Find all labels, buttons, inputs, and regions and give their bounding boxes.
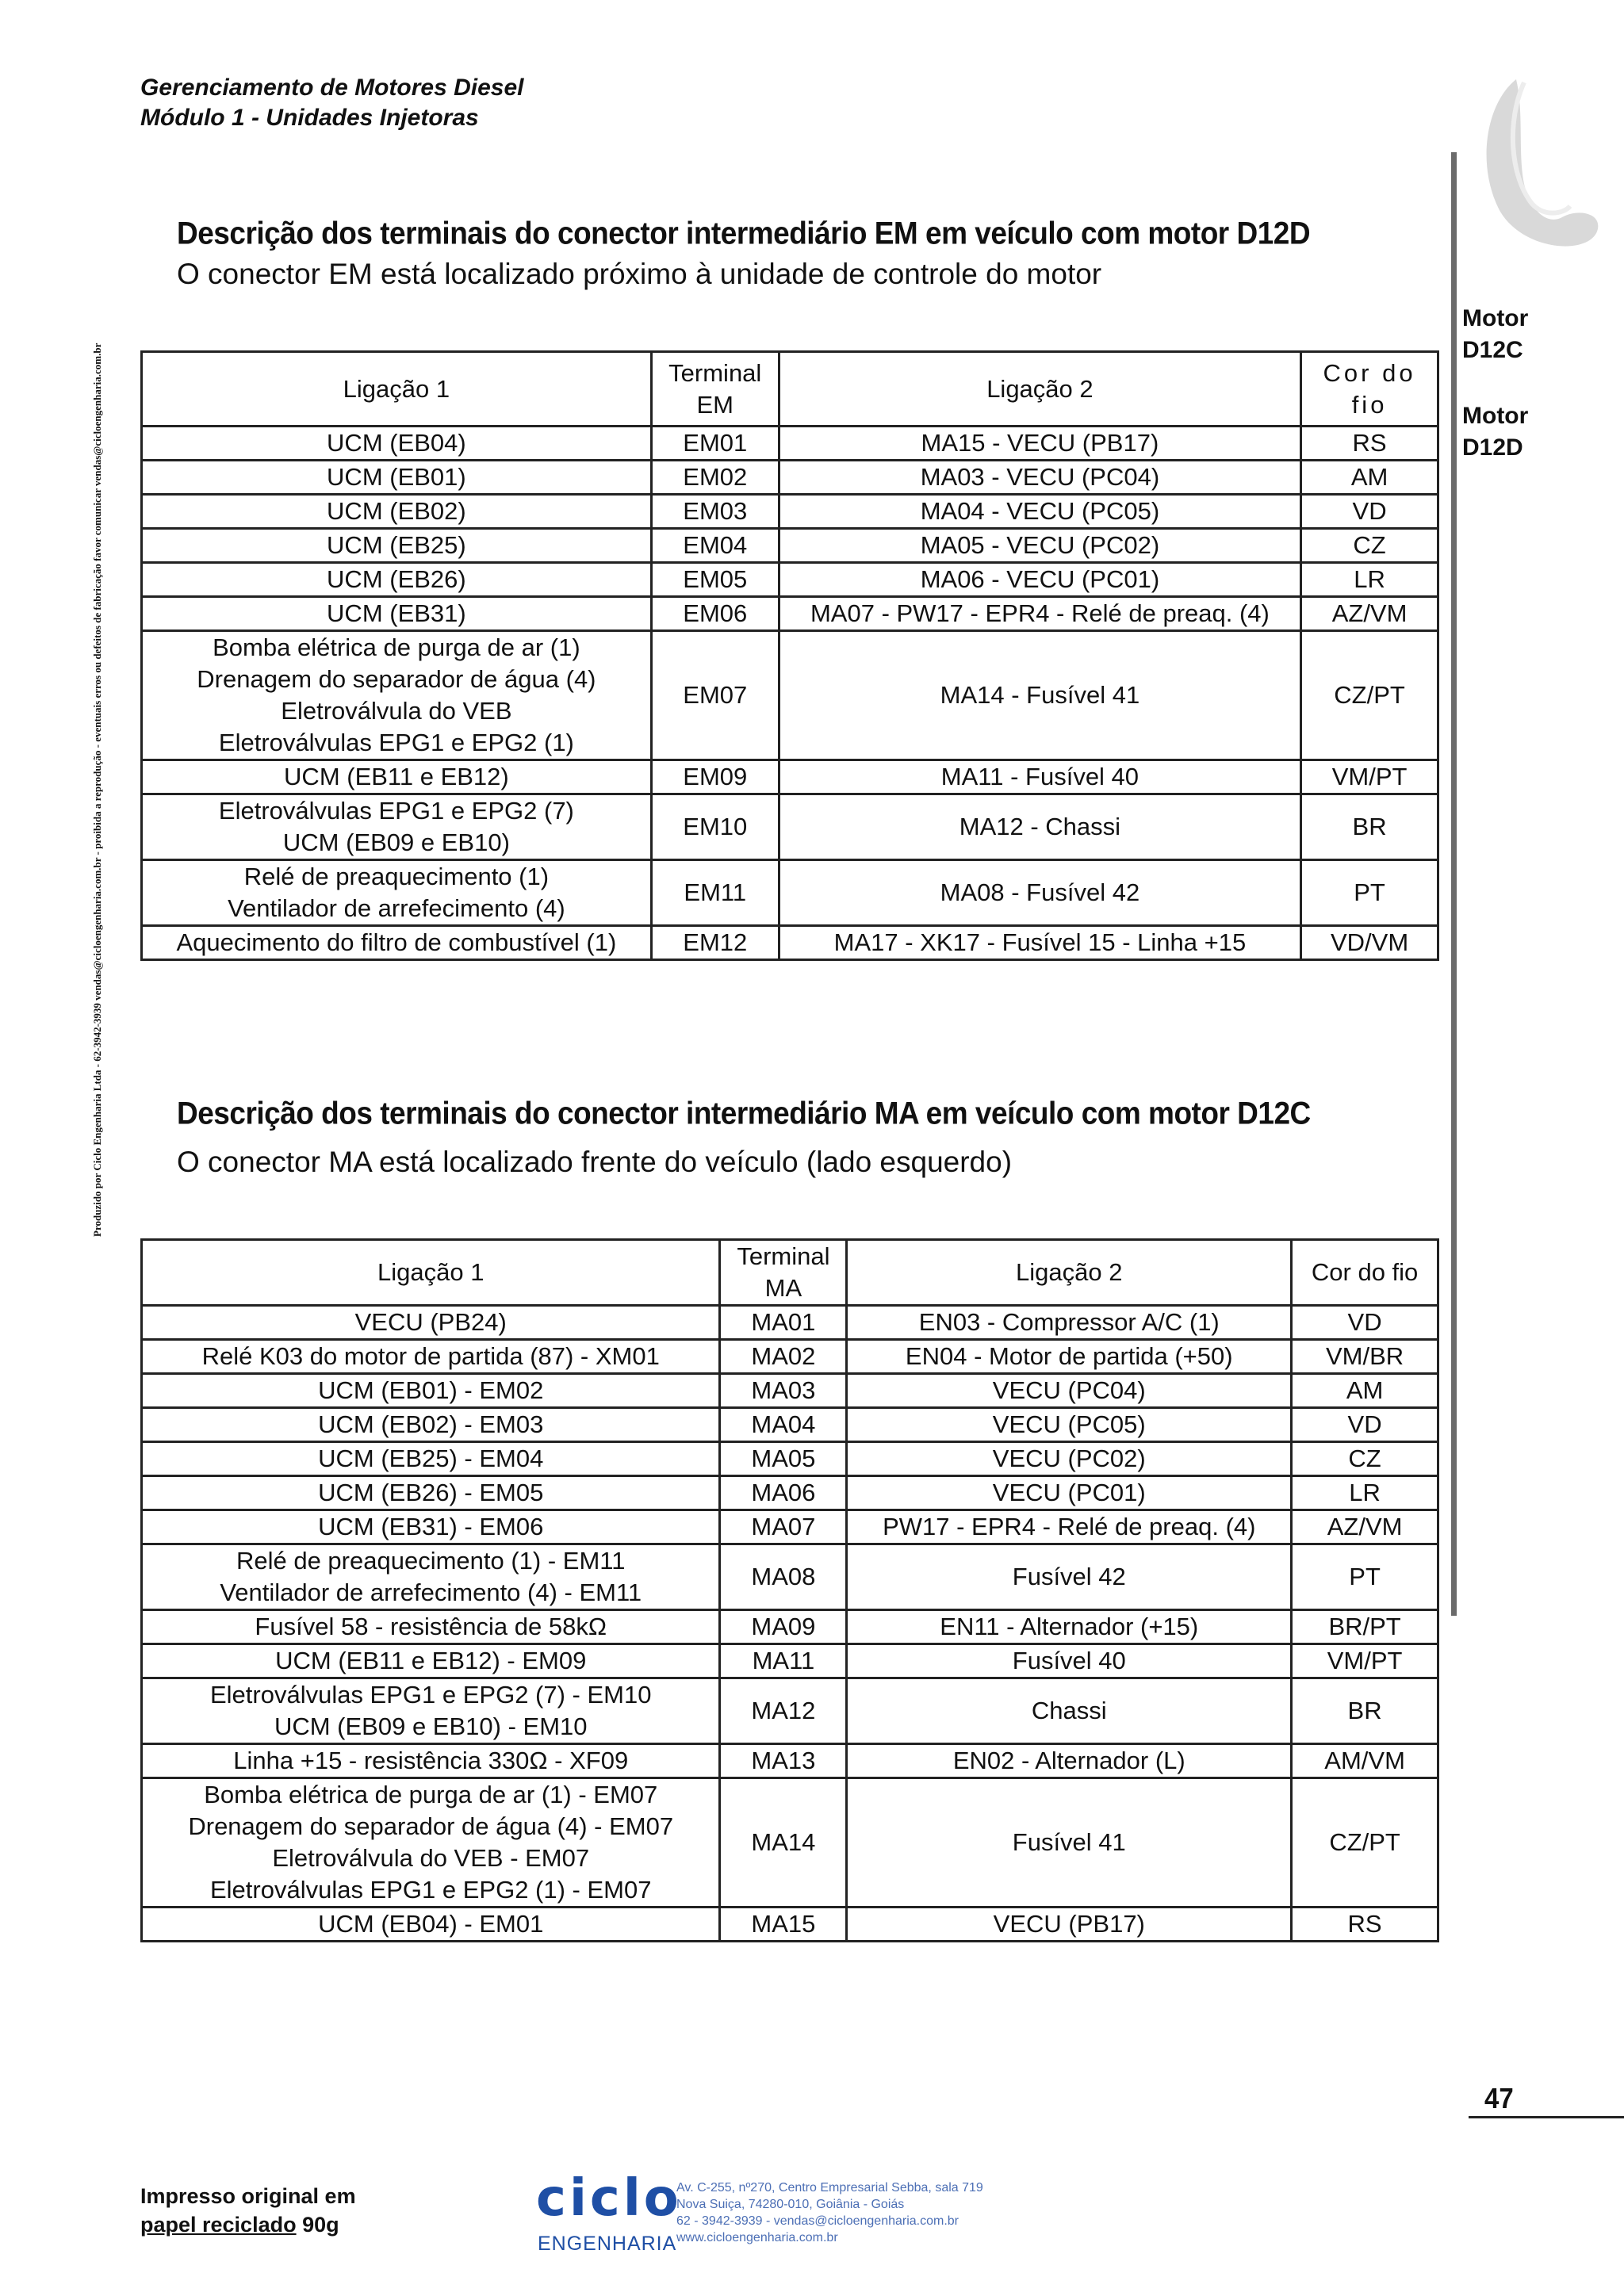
cell-line: UCM (EB11 e EB12) - EM09 bbox=[275, 1647, 587, 1674]
cell-connection-2: EN11 - Alternador (+15) bbox=[847, 1610, 1292, 1644]
side-divider bbox=[1451, 152, 1457, 1616]
table-row bbox=[142, 1908, 1438, 1942]
cell-connection-1 bbox=[142, 461, 652, 495]
cell-connection-1 bbox=[142, 794, 652, 860]
cell-line: Bomba elétrica de purga de ar (1) - EM07 bbox=[204, 1781, 658, 1808]
cell-connection-1 bbox=[142, 1340, 720, 1374]
cell-line: Eletroválvulas EPG1 e EPG2 (7) - EM10 bbox=[209, 1681, 652, 1709]
cell-terminal: MA06 bbox=[720, 1476, 847, 1510]
table-row bbox=[142, 1744, 1438, 1778]
cell-terminal: MA04 bbox=[720, 1408, 847, 1442]
cell-wire-color: VM/PT bbox=[1301, 760, 1438, 794]
cell-connection-2: MA17 - XK17 - Fusível 15 - Linha +15 bbox=[779, 926, 1300, 960]
cell-terminal: MA02 bbox=[720, 1340, 847, 1374]
cell-terminal: MA15 bbox=[720, 1908, 847, 1942]
cell-connection-1 bbox=[142, 1644, 720, 1678]
section1-title: Descrição dos terminais do conector intermediário EM em veículo com motor D12D bbox=[177, 216, 1311, 251]
cell-terminal: MA08 bbox=[720, 1544, 847, 1610]
cell-wire-color: VD bbox=[1301, 495, 1438, 529]
cell-line: UCM (EB31) - EM06 bbox=[318, 1513, 544, 1540]
cell-connection-2: MA11 - Fusível 40 bbox=[779, 760, 1300, 794]
table-row bbox=[142, 794, 1438, 860]
table-row bbox=[142, 1644, 1438, 1678]
cell-line: Relé de preaquecimento (1) bbox=[243, 863, 550, 890]
cell-line: UCM (EB02) bbox=[327, 497, 466, 525]
cell-connection-2: MA07 - PW17 - EPR4 - Relé de preaq. (4) bbox=[779, 597, 1300, 631]
cell-line: UCM (EB11 e EB12) bbox=[284, 763, 509, 790]
cell-terminal: EM03 bbox=[651, 495, 779, 529]
table-body bbox=[142, 352, 1438, 960]
side-label-motor: Motor bbox=[1462, 403, 1529, 429]
cell-wire-color: PT bbox=[1301, 860, 1438, 926]
table-row bbox=[142, 529, 1438, 563]
cell-line: Ventilador de arrefecimento (4) bbox=[228, 894, 565, 922]
table-row bbox=[142, 1442, 1438, 1476]
cell-connection-1 bbox=[142, 1408, 720, 1442]
cell-terminal: EM04 bbox=[651, 529, 779, 563]
table-row bbox=[142, 563, 1438, 597]
table-row bbox=[142, 1306, 1438, 1340]
table-row bbox=[142, 495, 1438, 529]
cell-line: UCM (EB31) bbox=[327, 599, 466, 627]
cell-connection-1 bbox=[142, 1510, 720, 1544]
cell-connection-2: Fusível 42 bbox=[847, 1544, 1292, 1610]
cell-line: UCM (EB04) bbox=[327, 429, 466, 457]
cell-wire-color: CZ/PT bbox=[1292, 1778, 1438, 1908]
cell-connection-2: MA04 - VECU (PC05) bbox=[779, 495, 1300, 529]
cell-line: Eletroválvula do VEB - EM07 bbox=[272, 1844, 590, 1872]
column-header bbox=[1301, 352, 1438, 427]
cell-wire-color: AM bbox=[1301, 461, 1438, 495]
cell-terminal: EM11 bbox=[651, 860, 779, 926]
cell-terminal: MA07 bbox=[720, 1510, 847, 1544]
cell-terminal: EM09 bbox=[651, 760, 779, 794]
cell-terminal: MA03 bbox=[720, 1374, 847, 1408]
table-row bbox=[142, 926, 1438, 960]
cell-line: UCM (EB25) - EM04 bbox=[318, 1445, 544, 1472]
company-address bbox=[676, 2179, 983, 2246]
cell-connection-1 bbox=[142, 926, 652, 960]
cell-connection-1 bbox=[142, 529, 652, 563]
cell-terminal: EM10 bbox=[651, 794, 779, 860]
cell-connection-1 bbox=[142, 631, 652, 760]
cell-connection-1 bbox=[142, 1744, 720, 1778]
table-body bbox=[142, 1240, 1438, 1942]
cell-wire-color: LR bbox=[1292, 1476, 1438, 1510]
table-row bbox=[142, 1544, 1438, 1610]
cell-connection-2: EN04 - Motor de partida (+50) bbox=[847, 1340, 1292, 1374]
address-line: Nova Suiça, 74280-010, Goiânia - Goiás bbox=[676, 2198, 905, 2211]
cell-connection-2: Chassi bbox=[847, 1678, 1292, 1744]
table-row bbox=[142, 1340, 1438, 1374]
cell-connection-1 bbox=[142, 1442, 720, 1476]
table-row bbox=[142, 597, 1438, 631]
column-header: Ligação 1 bbox=[142, 1240, 720, 1306]
em-terminal-table bbox=[140, 350, 1439, 961]
address-line: Av. C-255, nº270, Centro Empresarial Sebba, sala 719 bbox=[676, 2181, 983, 2195]
document-header bbox=[140, 73, 524, 133]
cell-wire-color: VD bbox=[1292, 1408, 1438, 1442]
copyright-text: Produzido por Ciclo Engenharia Ltda - 62-3942-3939 vendas@cicloengenharia.com.br - proibida a reprodução - eventuais erros ou defeitos de fabricação favor comunicar vendas@cicloengenharia.com.br bbox=[91, 342, 103, 1237]
column-header bbox=[651, 352, 779, 427]
cell-line: UCM (EB04) - EM01 bbox=[318, 1910, 544, 1938]
cell-connection-2: VECU (PC01) bbox=[847, 1476, 1292, 1510]
cell-line: UCM (EB25) bbox=[327, 531, 466, 559]
ciclo-logo-subtitle: ENGENHARIA bbox=[538, 2233, 677, 2255]
cell-line: Ventilador de arrefecimento (4) - EM11 bbox=[220, 1578, 642, 1606]
print-note-line1: Impresso original em bbox=[140, 2184, 356, 2208]
cell-connection-1 bbox=[142, 597, 652, 631]
cell-wire-color: AM bbox=[1292, 1374, 1438, 1408]
cell-terminal: EM05 bbox=[651, 563, 779, 597]
table-header-row bbox=[142, 1240, 1438, 1306]
section2-title: Descrição dos terminais do conector intermediário MA em veículo com motor D12C bbox=[177, 1096, 1311, 1131]
table-row bbox=[142, 1374, 1438, 1408]
cell-connection-1 bbox=[142, 1544, 720, 1610]
cell-connection-2: VECU (PC04) bbox=[847, 1374, 1292, 1408]
cell-line: Drenagem do separador de água (4) - EM07 bbox=[188, 1812, 674, 1840]
cell-line: UCM (EB09 e EB10) - EM10 bbox=[274, 1712, 588, 1740]
section1-subtitle: O conector EM está localizado próximo à unidade de controle do motor bbox=[177, 258, 1102, 290]
cell-wire-color: AZ/VM bbox=[1292, 1510, 1438, 1544]
table-row bbox=[142, 1678, 1438, 1744]
cell-terminal: EM12 bbox=[651, 926, 779, 960]
cell-line: UCM (EB26) - EM05 bbox=[318, 1479, 544, 1506]
table-row bbox=[142, 427, 1438, 461]
cell-line: Eletroválvulas EPG1 e EPG2 (7) bbox=[218, 797, 574, 825]
cell-terminal: MA01 bbox=[720, 1306, 847, 1340]
cell-line: Relé de preaquecimento (1) - EM11 bbox=[236, 1547, 626, 1575]
cell-wire-color: VM/PT bbox=[1292, 1644, 1438, 1678]
cell-connection-2: Fusível 40 bbox=[847, 1644, 1292, 1678]
cell-connection-1 bbox=[142, 427, 652, 461]
print-note-underlined: papel reciclado bbox=[140, 2213, 297, 2237]
cell-connection-2: MA12 - Chassi bbox=[779, 794, 1300, 860]
table-row bbox=[142, 461, 1438, 495]
cell-connection-2: Fusível 41 bbox=[847, 1778, 1292, 1908]
cell-terminal: EM07 bbox=[651, 631, 779, 760]
column-header-line: Cor do fio bbox=[1311, 1258, 1419, 1286]
section2-subtitle: O conector MA está localizado frente do veículo (lado esquerdo) bbox=[177, 1146, 1013, 1178]
cell-line: UCM (EB01) bbox=[327, 463, 466, 491]
cell-connection-1 bbox=[142, 1374, 720, 1408]
cell-connection-2: MA14 - Fusível 41 bbox=[779, 631, 1300, 760]
cell-connection-1 bbox=[142, 1306, 720, 1340]
print-note-weight: 90g bbox=[296, 2213, 339, 2237]
ciclo-swirl-logo bbox=[1469, 73, 1603, 263]
cell-line: Eletroválvulas EPG1 e EPG2 (1) bbox=[218, 729, 574, 756]
cell-terminal: MA11 bbox=[720, 1644, 847, 1678]
cell-connection-2: PW17 - EPR4 - Relé de preaq. (4) bbox=[847, 1510, 1292, 1544]
cell-connection-1 bbox=[142, 563, 652, 597]
cell-terminal: EM01 bbox=[651, 427, 779, 461]
cell-line: Relé K03 do motor de partida (87) - XM01 bbox=[201, 1342, 660, 1370]
side-label-motor: Motor bbox=[1462, 305, 1529, 331]
cell-connection-1 bbox=[142, 860, 652, 926]
column-header-line: Terminal bbox=[737, 1242, 830, 1270]
column-header: Ligação 2 bbox=[847, 1240, 1292, 1306]
table-row bbox=[142, 631, 1438, 760]
cell-wire-color: BR/PT bbox=[1292, 1610, 1438, 1644]
cell-connection-2: EN03 - Compressor A/C (1) bbox=[847, 1306, 1292, 1340]
cell-terminal: MA13 bbox=[720, 1744, 847, 1778]
cell-terminal: EM06 bbox=[651, 597, 779, 631]
side-label-d12c: D12C bbox=[1462, 337, 1523, 363]
address-line: 62 - 3942-3939 - vendas@cicloengenharia.com.br bbox=[676, 2214, 959, 2228]
column-header-line: fio bbox=[1351, 390, 1388, 419]
cell-wire-color: LR bbox=[1301, 563, 1438, 597]
cell-connection-1 bbox=[142, 1610, 720, 1644]
cell-wire-color: AZ/VM bbox=[1301, 597, 1438, 631]
column-header bbox=[720, 1240, 847, 1306]
side-engine-labels bbox=[1462, 303, 1528, 464]
table-row bbox=[142, 1408, 1438, 1442]
cell-line: UCM (EB01) - EM02 bbox=[318, 1376, 544, 1404]
cell-wire-color: BR bbox=[1301, 794, 1438, 860]
cell-connection-2: VECU (PC02) bbox=[847, 1442, 1292, 1476]
cell-terminal: MA09 bbox=[720, 1610, 847, 1644]
column-header-line: EM bbox=[696, 390, 733, 419]
cell-connection-1 bbox=[142, 1476, 720, 1510]
cell-connection-1 bbox=[142, 760, 652, 794]
cell-wire-color: RS bbox=[1292, 1908, 1438, 1942]
cell-wire-color: CZ bbox=[1301, 529, 1438, 563]
column-header: Ligação 2 bbox=[779, 352, 1300, 427]
cell-connection-2: MA06 - VECU (PC01) bbox=[779, 563, 1300, 597]
cell-connection-2: VECU (PB17) bbox=[847, 1908, 1292, 1942]
cell-line: Aquecimento do filtro de combustível (1) bbox=[176, 928, 617, 956]
cell-line: Fusível 58 - resistência de 58kΩ bbox=[255, 1613, 607, 1640]
column-header-line: Terminal bbox=[668, 358, 762, 387]
table-row bbox=[142, 1778, 1438, 1908]
cell-wire-color: BR bbox=[1292, 1678, 1438, 1744]
cell-connection-2: EN02 - Alternador (L) bbox=[847, 1744, 1292, 1778]
cell-terminal: MA05 bbox=[720, 1442, 847, 1476]
cell-line: UCM (EB26) bbox=[327, 565, 466, 593]
cell-wire-color: AM/VM bbox=[1292, 1744, 1438, 1778]
cell-wire-color: CZ bbox=[1292, 1442, 1438, 1476]
cell-line: Eletroválvulas EPG1 e EPG2 (1) - EM07 bbox=[209, 1876, 652, 1904]
page-number-rule bbox=[1469, 2116, 1624, 2118]
cell-wire-color: RS bbox=[1301, 427, 1438, 461]
cell-line: Drenagem do separador de água (4) bbox=[197, 665, 596, 693]
cell-connection-2: MA15 - VECU (PB17) bbox=[779, 427, 1300, 461]
table-row bbox=[142, 860, 1438, 926]
cell-line: Eletroválvula do VEB bbox=[281, 697, 512, 725]
page-number: 47 bbox=[1484, 2082, 1514, 2114]
cell-connection-2: MA05 - VECU (PC02) bbox=[779, 529, 1300, 563]
ma-terminal-table bbox=[140, 1238, 1439, 1942]
cell-terminal: MA14 bbox=[720, 1778, 847, 1908]
header-module: Módulo 1 - Unidades Injetoras bbox=[140, 105, 479, 131]
cell-connection-2: MA03 - VECU (PC04) bbox=[779, 461, 1300, 495]
print-note bbox=[140, 2182, 356, 2239]
cell-connection-1 bbox=[142, 1908, 720, 1942]
table-row bbox=[142, 1610, 1438, 1644]
cell-line: VECU (PB24) bbox=[354, 1308, 507, 1336]
address-line: www.cicloengenharia.com.br bbox=[676, 2231, 838, 2244]
table-row bbox=[142, 760, 1438, 794]
cell-connection-1 bbox=[142, 1678, 720, 1744]
cell-connection-2: VECU (PC05) bbox=[847, 1408, 1292, 1442]
cell-wire-color: VD/VM bbox=[1301, 926, 1438, 960]
header-title: Gerenciamento de Motores Diesel bbox=[140, 75, 524, 101]
cell-wire-color: VM/BR bbox=[1292, 1340, 1438, 1374]
column-header-line: MA bbox=[764, 1274, 802, 1302]
table-row bbox=[142, 1476, 1438, 1510]
cell-terminal: MA12 bbox=[720, 1678, 847, 1744]
cell-connection-1 bbox=[142, 1778, 720, 1908]
table-header-row bbox=[142, 352, 1438, 427]
cell-wire-color: PT bbox=[1292, 1544, 1438, 1610]
cell-connection-1 bbox=[142, 495, 652, 529]
cell-line: UCM (EB09 e EB10) bbox=[282, 828, 510, 856]
ciclo-logo-word: ciclo bbox=[536, 2169, 682, 2228]
cell-line: UCM (EB02) - EM03 bbox=[318, 1410, 544, 1438]
cell-connection-2: MA08 - Fusível 42 bbox=[779, 860, 1300, 926]
cell-line: Linha +15 - resistência 330Ω - XF09 bbox=[233, 1747, 629, 1774]
side-label-d12d: D12D bbox=[1462, 434, 1523, 461]
column-header bbox=[1292, 1240, 1438, 1306]
table-row bbox=[142, 1510, 1438, 1544]
column-header: Ligação 1 bbox=[142, 352, 652, 427]
column-header-line: Cor do bbox=[1323, 358, 1416, 387]
cell-line: Bomba elétrica de purga de ar (1) bbox=[213, 633, 580, 661]
cell-terminal: EM02 bbox=[651, 461, 779, 495]
cell-wire-color: VD bbox=[1292, 1306, 1438, 1340]
cell-wire-color: CZ/PT bbox=[1301, 631, 1438, 760]
